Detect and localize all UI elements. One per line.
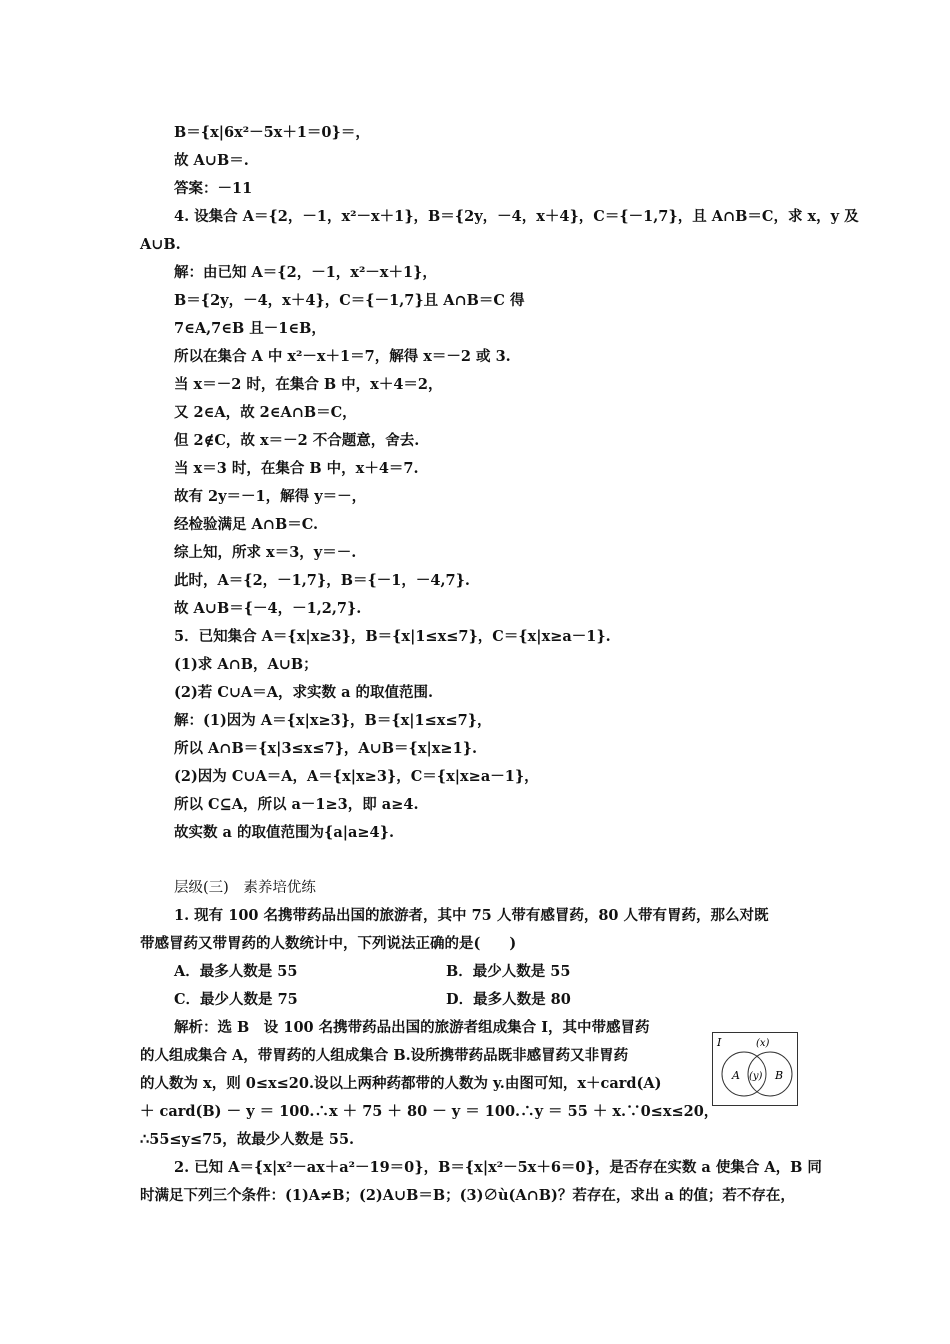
text-line: A∪B. bbox=[140, 236, 181, 253]
text-line: 的人组成集合 A，带胃药的人组成集合 B.设所携带药品既非感冒药又非胃药 bbox=[140, 1047, 629, 1064]
problem-1: 1. 现有 100 名携带药品出国的旅游者，其中 75 人带有感冒药，80 人带有胃药，那么对既 bbox=[174, 907, 769, 924]
venn-diagram bbox=[712, 1032, 798, 1106]
option-b: B．最少人数是 55 bbox=[446, 963, 571, 980]
text-line: 故实数 a 的取值范围为{a|a≥4}. bbox=[174, 824, 394, 841]
text-line: 当 x＝3 时，在集合 B 中，x＋4＝7. bbox=[174, 460, 419, 477]
text-line: (2)因为 C∪A＝A，A＝{x|x≥3}，C＝{x|x≥a－1}， bbox=[174, 768, 539, 785]
analysis-line: 解析：选 B 设 100 名携带药品出国的旅游者组成集合 I，其中带感冒药 bbox=[174, 1019, 650, 1036]
text-line: 又 2∈A，故 2∈A∩B＝C， bbox=[174, 404, 357, 421]
problem-4: 4. 设集合 A＝{2，－1，x²－x＋1}，B＝{2y，－4，x＋4}，C＝{－1,7}，且 A∩B＝C，求 x，y 及 bbox=[174, 208, 859, 225]
text-line: B＝{2y，－4，x＋4}，C＝{－1,7}且 A∩B＝C 得 bbox=[174, 292, 525, 309]
text-line: B＝{x|6x²－5x＋1＝0}＝， bbox=[174, 124, 370, 141]
set-a-label: A bbox=[732, 1069, 740, 1082]
set-b-label: B bbox=[775, 1069, 784, 1082]
problem-5: 5．已知集合 A＝{x|x≥3}，B＝{x|1≤x≤7}，C＝{x|x≥a－1}. bbox=[174, 628, 611, 645]
text-line: 但 2∉C，故 x＝－2 不合题意，舍去. bbox=[174, 432, 420, 449]
answer-line: 答案：－11 bbox=[174, 180, 253, 197]
text-line: 所以 C⊆A，所以 a－1≥3，即 a≥4. bbox=[174, 796, 419, 813]
outside-label: (x) bbox=[756, 1038, 770, 1049]
text-line: 所以在集合 A 中 x²－x＋1＝7，解得 x＝－2 或 3. bbox=[174, 348, 511, 365]
text-line: (1)求 A∩B，A∪B； bbox=[174, 656, 318, 673]
intersection-label: (y) bbox=[749, 1071, 763, 1082]
text-line: 经检验满足 A∩B＝C. bbox=[174, 516, 319, 533]
text-line: 7∈A,7∈B 且－1∈B， bbox=[174, 320, 326, 337]
text-line: 所以 A∩B＝{x|3≤x≤7}，A∪B＝{x|x≥1}. bbox=[174, 740, 478, 757]
text-line: (2)若 C∪A＝A，求实数 a 的取值范围. bbox=[174, 684, 434, 701]
text-line: 综上知，所求 x＝3，y＝－. bbox=[174, 544, 357, 561]
section-heading: 层级(三) 素养培优练 bbox=[174, 880, 316, 896]
text-line: ∴55≤y≤75，故最少人数是 55. bbox=[140, 1131, 355, 1148]
text-line: 当 x＝－2 时，在集合 B 中，x＋4＝2， bbox=[174, 376, 443, 393]
option-a: A．最多人数是 55 bbox=[174, 963, 298, 980]
option-d: D．最多人数是 80 bbox=[446, 991, 571, 1008]
text-line: ＋ card(B) － y ＝ 100.∴x ＋ 75 ＋ 80 － y ＝ 100.∴y ＝ 55 ＋ x.∵0≤x≤20， bbox=[140, 1103, 719, 1120]
solution-line: 解：由已知 A＝{2，－1，x²－x＋1}， bbox=[174, 264, 437, 281]
solution-line: 解：(1)因为 A＝{x|x≥3}，B＝{x|1≤x≤7}， bbox=[174, 712, 492, 729]
universe-box bbox=[713, 1033, 798, 1106]
text-line: 故 A∪B＝{－4，－1,2,7}. bbox=[174, 600, 362, 617]
text-line: 的人数为 x，则 0≤x≤20.设以上两种药都带的人数为 y.由图可知，x＋card(A) bbox=[140, 1075, 662, 1092]
text-line: 故 A∪B＝. bbox=[174, 152, 249, 169]
option-c: C．最少人数是 75 bbox=[174, 991, 298, 1008]
text-line: 带感冒药又带胃药的人数统计中，下列说法正确的是( ) bbox=[140, 935, 517, 952]
text-line: 故有 2y＝－1，解得 y＝－， bbox=[174, 488, 367, 505]
text-line: 时满足下列三个条件：(1)A≠B；(2)A∪B＝B；(3)∅ù(A∩B)？若存在，求出 a 的值；若不存在， bbox=[140, 1187, 795, 1204]
problem-2: 2. 已知 A＝{x|x²－ax＋a²－19＝0}，B＝{x|x²－5x＋6＝0}，是否存在实数 a 使集合 A，B 同 bbox=[174, 1159, 822, 1176]
universe-label: I bbox=[717, 1036, 722, 1049]
text-line: 此时，A＝{2，－1,7}，B＝{－1，－4,7}. bbox=[174, 572, 470, 589]
